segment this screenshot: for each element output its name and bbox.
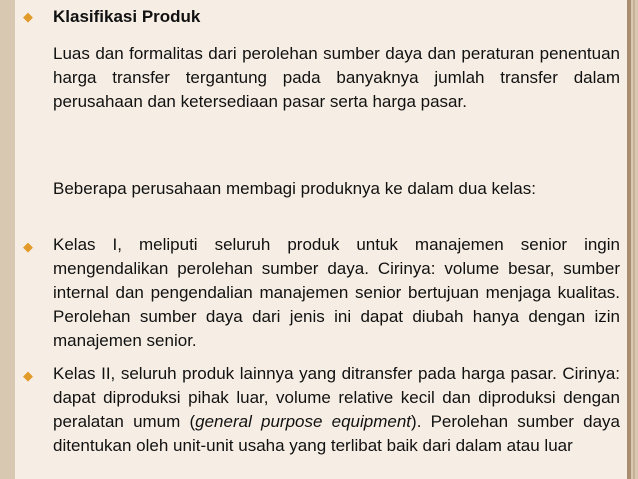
slide-border	[633, 0, 635, 479]
diamond-bullet-icon: ◆	[23, 9, 33, 24]
diamond-bullet-icon: ◆	[23, 368, 33, 383]
split-paragraph: Beberapa perusahaan membagi produknya ke dalam dua kelas:	[53, 179, 536, 198]
page-title: Klasifikasi Produk	[53, 7, 201, 26]
slide-content	[15, 0, 627, 479]
class-two-item	[53, 362, 620, 458]
class-one-item: Kelas I, meliputi seluruh produk untuk manajemen senior ingin mengendalikan perolehan sumber daya. Cirinya: volume besar, sumber internal dan pengendalian manajemen senior bertujuan menjaga kualitas. Perolehan sumber daya dari jenis ini dapat diubah hanya dengan izin manajemen senior.	[53, 235, 620, 350]
class-two-text-after: ). Perolehan sumber daya ditentukan oleh unit-unit usaha yang terlibat baik dari dalam atau luar	[53, 412, 620, 455]
diamond-bullet-icon: ◆	[23, 239, 33, 254]
slide-border	[627, 0, 631, 479]
class-two-text-italic: general purpose equipment	[195, 412, 412, 431]
class-two-text-before: Kelas II, seluruh produk lainnya yang ditransfer pada harga pasar. Cirinya: dapat diproduksi pihak luar, volume relative kecil dan diproduksi dengan peralatan umum (	[53, 364, 620, 431]
intro-paragraph: Luas dan formalitas dari perolehan sumber daya dan peraturan penentuan harga transfer tergantung pada banyaknya jumlah transfer dalam perusahaan dan ketersediaan pasar serta harga pasar.	[53, 44, 620, 111]
